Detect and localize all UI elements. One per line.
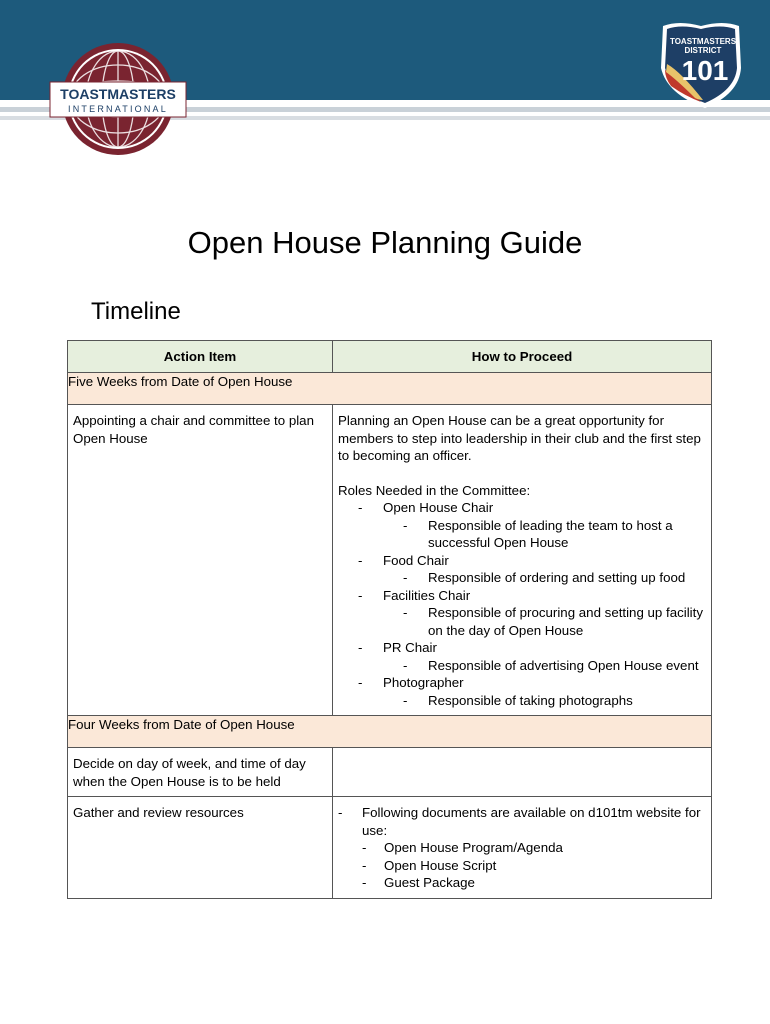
list-item: - Responsible of advertising Open House event xyxy=(403,657,699,673)
district-101-shield xyxy=(655,18,747,110)
district-text-2: DISTRICT xyxy=(684,46,722,55)
role-desc: Responsible of procuring and setting up facility on the day of Open House xyxy=(428,605,703,638)
list-item: - Responsible of procuring and setting up facility on the day of Open House xyxy=(403,605,703,638)
action-text: Decide on day of week, and time of day when the Open House is to be held xyxy=(73,756,306,789)
table-row xyxy=(68,748,712,797)
action-cell xyxy=(68,405,333,716)
proceed-cell xyxy=(333,748,712,797)
role-desc: Responsible of ordering and setting up food xyxy=(428,570,686,585)
list-item: - Guest Package xyxy=(362,875,475,890)
header-action-item: Action Item xyxy=(68,341,333,373)
resources-list xyxy=(362,839,706,892)
proceed-cell xyxy=(333,405,712,716)
role-name: Food Chair xyxy=(383,552,449,568)
action-text: Appointing a chair and committee to plan Open House xyxy=(73,413,314,446)
list-item: - Food Chair - Responsible of ordering and setting up food xyxy=(358,552,706,587)
role-desc: Responsible of leading the team to host a successful Open House xyxy=(428,517,673,550)
timeline-table xyxy=(67,340,712,899)
table-row xyxy=(68,797,712,899)
list-item: - Responsible of ordering and setting up food xyxy=(403,570,686,585)
role-desc: Responsible of taking photographs xyxy=(428,692,633,708)
table-row xyxy=(68,405,712,716)
proceed-text xyxy=(333,748,711,761)
proceed-cell xyxy=(333,797,712,899)
toastmasters-logo xyxy=(48,41,188,161)
list-item: - Open House Script xyxy=(362,857,497,873)
section-five-weeks: Five Weeks from Date of Open House xyxy=(68,373,712,405)
section-four-weeks: Four Weeks from Date of Open House xyxy=(68,716,712,748)
table-header-row xyxy=(68,341,712,373)
list-item: - Open House Program/Agenda xyxy=(362,840,563,855)
resource-item: Open House Script xyxy=(384,857,497,873)
roles-list xyxy=(338,499,706,709)
role-name: Photographer xyxy=(383,675,464,690)
list-item: - Responsible of taking photographs xyxy=(403,692,633,708)
role-name: PR Chair xyxy=(383,640,437,655)
action-text: Gather and review resources xyxy=(73,805,244,820)
section-row xyxy=(68,373,712,405)
resource-item: Guest Package xyxy=(384,875,475,890)
resources-lead: Following documents are available on d101tm website for use: xyxy=(362,805,701,838)
section-heading: Timeline xyxy=(91,298,181,325)
role-desc: Responsible of advertising Open House event xyxy=(428,657,699,673)
list-item: - Open House Chair - Responsible of leading the team to host a successful Open House xyxy=(358,499,706,552)
role-name: Open House Chair xyxy=(383,500,494,515)
page-title: Open House Planning Guide xyxy=(187,225,583,260)
list-item: - Responsible of leading the team to host a successful Open House xyxy=(403,517,673,550)
role-name: Facilities Chair xyxy=(383,587,471,603)
action-cell xyxy=(68,797,333,899)
proceed-intro: Planning an Open House can be a great opportunity for members to step into leadership in their club and the first step to becoming an officer. xyxy=(338,413,701,463)
section-row xyxy=(68,716,712,748)
action-cell xyxy=(68,748,333,797)
resources-block: - Following documents are available on d101tm website for use: - Open House Program/Agenda - Open House Script - Guest Package xyxy=(338,804,706,892)
district-number: 101 xyxy=(681,55,729,86)
header-how-to-proceed: How to Proceed xyxy=(333,341,712,373)
roles-heading: Roles Needed in the Committee: xyxy=(338,482,531,498)
tm-logo-text-2: INTERNATIONAL xyxy=(68,104,168,114)
tm-logo-text-1: TOASTMASTERS xyxy=(60,86,176,102)
resource-item: Open House Program/Agenda xyxy=(384,840,563,855)
district-text-1: TOASTMASTERS xyxy=(669,37,737,46)
list-item: - Photographer - Responsible of taking photographs xyxy=(358,674,706,709)
list-item: - PR Chair - Responsible of advertising Open House event xyxy=(358,639,706,674)
list-item: - Facilities Chair - Responsible of procuring and setting up facility on the day of Open House xyxy=(358,587,706,640)
